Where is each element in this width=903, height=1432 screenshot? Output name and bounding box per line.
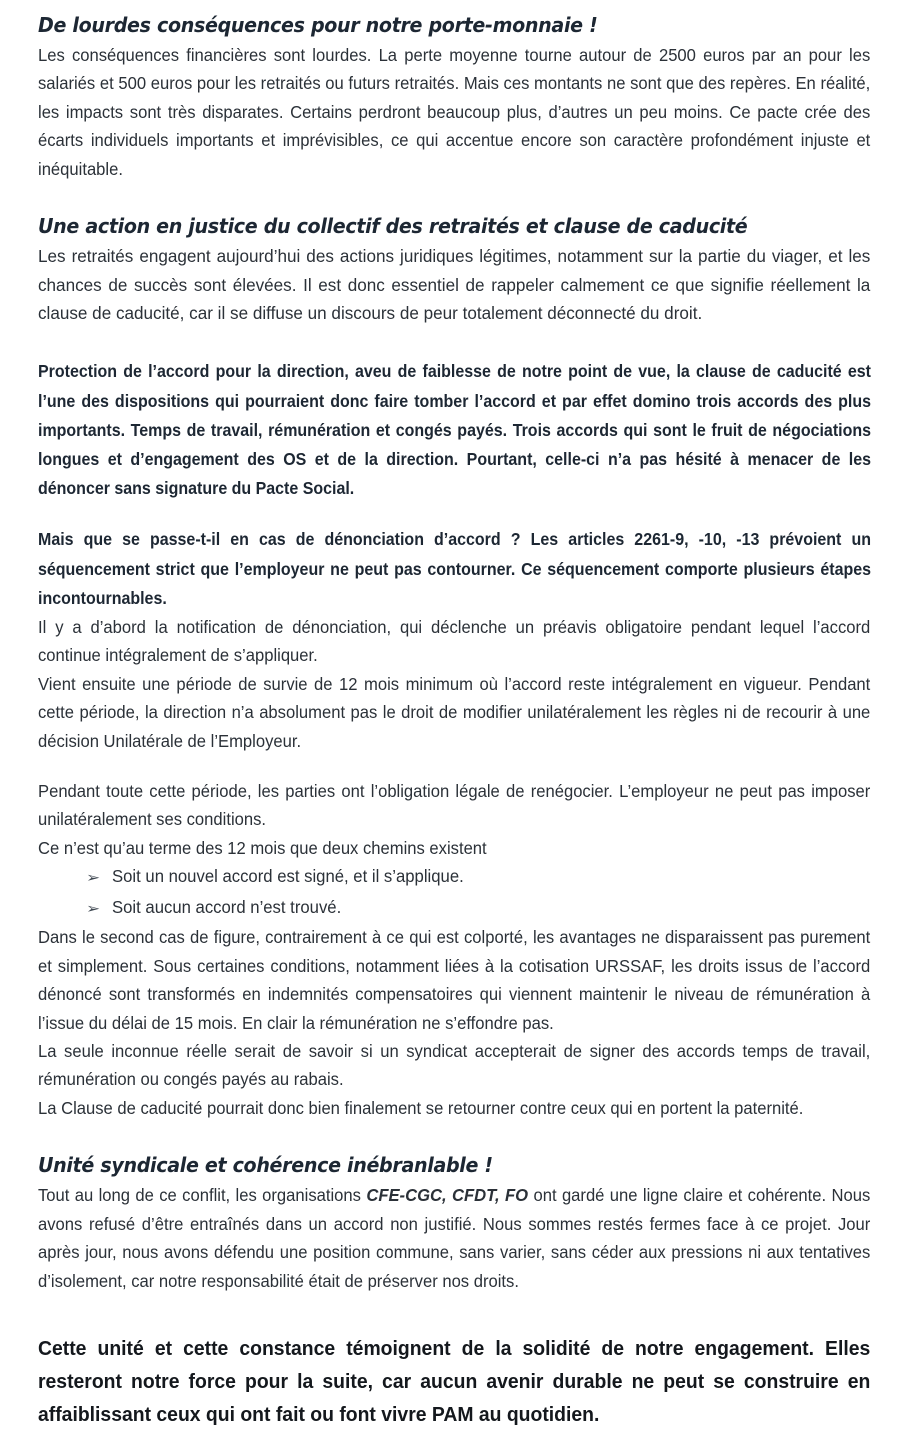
spacer <box>38 327 872 357</box>
bold-paragraph-protection <box>38 357 871 503</box>
list-item-label: Soit un nouvel accord est signé, et il s’applique. <box>112 866 464 887</box>
paragraph-second-cas: Dans le second cas de figure, contrairement à ce qui est colporté, les avantages ne disparaissent pas purement et simplement. Sous certaines conditions, notamment liées à la cotisation URSSAF, les droits issus de l’accord dénoncé sont transformés en indemnités compensatoires qui viennent maintenir le niveau de rémunération à l’issue du délai de 15 mois. En clair la rémunération ne s’effondre pas. <box>38 927 871 1033</box>
organisations-emphasis: CFE-CGC, CFDT, FO <box>366 1185 529 1206</box>
spacer <box>38 1295 872 1333</box>
bold-paragraph-protection-tail: . <box>349 478 355 499</box>
arrowhead-bullet-icon: ➢ <box>86 870 101 887</box>
closing-statement: Cette unité et cette constance témoignent de la solidité de notre engagement. Elles resteront notre force pour la suite, car aucun avenir durable ne peut se construire en affaiblissant ceux qui ont fait ou font vivre PAM au quotidien. <box>38 1337 871 1426</box>
list-item-label: Soit aucun accord n’est trouvé. <box>112 896 342 917</box>
bold-paragraph-protection-text: Protection de l’accord pour la direction, aveu de faiblesse de notre point de vue, la clause de caducité est l’une des dispositions qui pourraient donc faire tomber l’accord et par effet domino trois accords des plus importants. Temps de travail, rémunération et congés payés. Trois accords qui sont le fruit de négociations longues et d’engagement des OS et de la direction. Pourtant, celle-ci n’a pas hésité à menacer de les dénoncer sans signature du Pacte Social <box>38 361 872 499</box>
spacer <box>38 1122 872 1152</box>
paragraph-consequences: Les conséquences financières sont lourdes. La perte moyenne tourne autour de 2500 euros par an pour les salariés et 500 euros pour les retraités ou futurs retraités. Mais ces montants ne sont que des repères. En réalité, les impacts sont très disparates. Certains perdront beaucoup plus, d’autres un peu moins. Ce pacte crée des écarts individuels importants et imprévisibles, ce qui accentue encore son caractère profondément injuste et inéquitable. <box>38 45 871 179</box>
list-item <box>38 862 872 893</box>
two-paths-list <box>38 862 872 923</box>
spacer <box>38 503 872 525</box>
paragraph-list-intro: Ce n’est qu’au terme des 12 mois que deux chemins existent <box>38 837 487 858</box>
paragraph-unite-rest: ont gardé une ligne claire et cohérente. Nous avons refusé d’être entraînés dans un accord non justifié. Nous sommes restés fermes face à ce projet. Jour après jour, nous avons défendu une position commune, sans varier, sans céder aux pressions ni aux tentatives d’isolement, car notre responsabilité était de préserver nos droits. <box>38 1185 871 1291</box>
paragraph-notification: Il y a d’abord la notification de dénonciation, qui déclenche un préavis obligatoire pendant lequel l’accord continue intégralement de s’appliquer. <box>38 616 871 666</box>
spacer <box>38 755 872 777</box>
paragraph-inconnue: La seule inconnue réelle serait de savoir si un syndicat accepterait de signer des accords temps de travail, rémunération ou congés payés au rabais. <box>38 1041 871 1090</box>
paragraph-survie: Vient ensuite une période de survie de 12 mois minimum où l’accord reste intégralement en vigueur. Pendant cette période, la direction n’a absolument pas le droit de modifier unilatéralement les règles ni de recourir à une décision Unilatérale de l’Employeur. <box>38 673 871 751</box>
section-heading-unite-syndicale: Unité syndicale et cohérence inébranlable ! <box>38 1153 493 1178</box>
arrowhead-bullet-icon: ➢ <box>86 900 101 917</box>
section-heading-action-justice: Une action en justice du collectif des retraités et clause de caducité <box>38 214 748 239</box>
section-heading-consequences: De lourdes conséquences pour notre porte-monnaie ! <box>38 13 598 37</box>
paragraph-action-justice: Les retraités engagent aujourd’hui des actions juridiques légitimes, notamment sur la partie du viager, et les chances de succès sont élevées. Il est donc essentiel de rappeler calmement ce que signifie réellement la clause de caducité, car il se diffuse un discours de peur totalement déconnecté du droit. <box>38 246 871 323</box>
paragraph-paternite: La Clause de caducité pourrait donc bien finalement se retourner contre ceux qui en portent la paternité. <box>38 1097 804 1118</box>
list-item <box>38 893 872 924</box>
paragraph-unite-lead: Tout au long de ce conflit, les organisations <box>38 1185 367 1206</box>
spacer <box>38 183 872 213</box>
bold-paragraph-denonciation: Mais que se passe-t-il en cas de dénonciation d’accord ? Les articles 2261-9, -10, -13 prévoient un séquencement strict que l’employeur ne peut pas contourner. Ce séquencement comporte plusieurs étapes incontournables. <box>38 529 872 608</box>
paragraph-renegociation: Pendant toute cette période, les parties ont l’obligation légale de renégocier. L’employeur ne peut pas imposer unilatéralement ses conditions. <box>38 781 871 830</box>
